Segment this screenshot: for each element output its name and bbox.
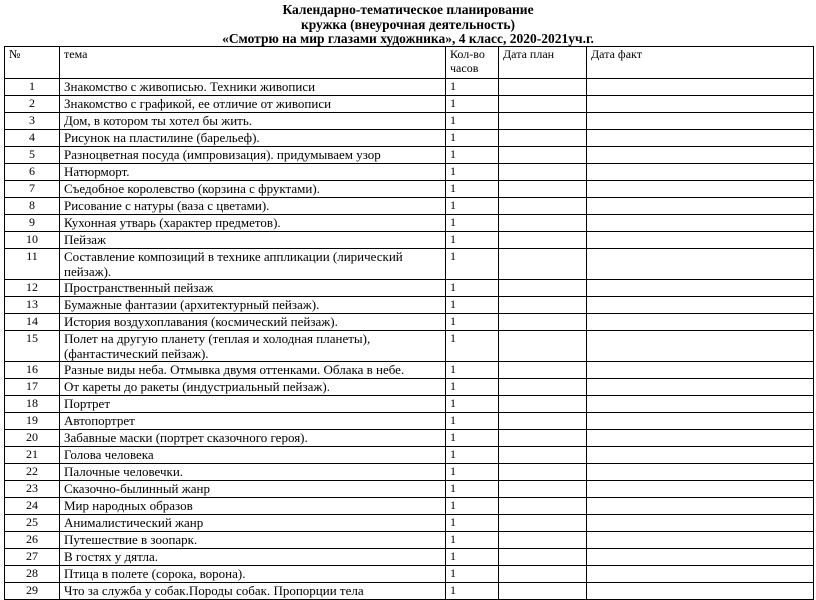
date-plan-cell	[499, 396, 587, 413]
date-fact-cell	[587, 96, 814, 113]
date-fact-cell	[587, 79, 814, 96]
date-plan-cell	[499, 181, 587, 198]
lesson-topic-cell: Путешествие в зоопарк.	[60, 532, 446, 549]
date-plan-cell	[499, 130, 587, 147]
lesson-hours-cell: 1	[446, 113, 499, 130]
lesson-number-cell: 13	[5, 297, 60, 314]
date-fact-cell	[587, 413, 814, 430]
lesson-number-cell: 21	[5, 447, 60, 464]
date-plan-cell	[499, 147, 587, 164]
table-row	[5, 430, 814, 447]
table-row	[5, 164, 814, 181]
lesson-hours-cell: 1	[446, 198, 499, 215]
lesson-topic-cell: Знакомство с живописью. Техники живописи	[60, 79, 446, 96]
table-row	[5, 549, 814, 566]
lesson-hours-cell: 1	[446, 413, 499, 430]
date-plan-cell	[499, 515, 587, 532]
lesson-number-cell: 28	[5, 566, 60, 583]
lesson-topic-cell: Пространственный пейзаж	[60, 280, 446, 297]
date-plan-cell	[499, 164, 587, 181]
date-fact-cell	[587, 331, 814, 362]
header-number: №	[5, 47, 60, 79]
table-body	[5, 79, 814, 600]
lesson-topic-cell: Полет на другую планету (теплая и холодная планеты), (фантастический пейзаж).	[60, 331, 446, 362]
date-fact-cell	[587, 583, 814, 600]
lesson-hours-cell: 1	[446, 249, 499, 280]
date-fact-cell	[587, 164, 814, 181]
lesson-number-cell: 24	[5, 498, 60, 515]
table-row	[5, 232, 814, 249]
date-fact-cell	[587, 297, 814, 314]
lesson-hours-cell: 1	[446, 96, 499, 113]
lesson-topic-cell: Дом, в котором ты хотел бы жить.	[60, 113, 446, 130]
date-plan-cell	[499, 215, 587, 232]
lesson-number-cell: 2	[5, 96, 60, 113]
date-plan-cell	[499, 362, 587, 379]
date-plan-cell	[499, 314, 587, 331]
lesson-topic-cell: Что за служба у собак.Породы собак. Пропорции тела	[60, 583, 446, 600]
lesson-number-cell: 18	[5, 396, 60, 413]
title-line-3: «Смотрю на мир глазами художника», 4 класс, 2020-2021уч.г.	[222, 31, 594, 46]
date-plan-cell	[499, 447, 587, 464]
date-fact-cell	[587, 515, 814, 532]
lesson-topic-cell: Портрет	[60, 396, 446, 413]
date-plan-cell	[499, 549, 587, 566]
lesson-topic-cell: Разноцветная посуда (импровизация). придумываем узор	[60, 147, 446, 164]
lesson-topic-cell: Анималистический жанр	[60, 515, 446, 532]
lesson-number-cell: 27	[5, 549, 60, 566]
table-header-row	[5, 47, 814, 79]
lesson-topic-cell: Составление композиций в технике аппликации (лирический пейзаж).	[60, 249, 446, 280]
table-row	[5, 280, 814, 297]
date-fact-cell	[587, 147, 814, 164]
lesson-hours-cell: 1	[446, 164, 499, 181]
lesson-number-cell: 11	[5, 249, 60, 280]
lesson-number-cell: 8	[5, 198, 60, 215]
lesson-topic-cell: Кухонная утварь (характер предметов).	[60, 215, 446, 232]
lesson-number-cell: 1	[5, 79, 60, 96]
lesson-topic-cell: От кареты до ракеты (индустриальный пейзаж).	[60, 379, 446, 396]
lesson-topic-cell: Палочные человечки.	[60, 464, 446, 481]
date-fact-cell	[587, 280, 814, 297]
lesson-number-cell: 16	[5, 362, 60, 379]
lesson-number-cell: 25	[5, 515, 60, 532]
date-fact-cell	[587, 396, 814, 413]
lesson-number-cell: 29	[5, 583, 60, 600]
lesson-hours-cell: 1	[446, 130, 499, 147]
lesson-hours-cell: 1	[446, 396, 499, 413]
lesson-number-cell: 9	[5, 215, 60, 232]
date-plan-cell	[499, 498, 587, 515]
lesson-hours-cell: 1	[446, 379, 499, 396]
lesson-hours-cell: 1	[446, 79, 499, 96]
date-plan-cell	[499, 297, 587, 314]
date-plan-cell	[499, 481, 587, 498]
table-row	[5, 198, 814, 215]
lesson-hours-cell: 1	[446, 481, 499, 498]
lesson-topic-cell: Знакомство с графикой, ее отличие от живописи	[60, 96, 446, 113]
lesson-hours-cell: 1	[446, 583, 499, 600]
date-fact-cell	[587, 198, 814, 215]
lesson-number-cell: 19	[5, 413, 60, 430]
lesson-topic-cell: Бумажные фантазии (архитектурный пейзаж).	[60, 297, 446, 314]
lesson-topic-cell: Рисунок на пластилине (барельеф).	[60, 130, 446, 147]
date-fact-cell	[587, 249, 814, 280]
date-fact-cell	[587, 464, 814, 481]
lesson-hours-cell: 1	[446, 430, 499, 447]
date-fact-cell	[587, 314, 814, 331]
table-row	[5, 113, 814, 130]
lesson-number-cell: 14	[5, 314, 60, 331]
planning-table	[4, 46, 814, 600]
table-row	[5, 147, 814, 164]
table-row	[5, 314, 814, 331]
lesson-hours-cell: 1	[446, 464, 499, 481]
lesson-number-cell: 22	[5, 464, 60, 481]
date-plan-cell	[499, 566, 587, 583]
date-fact-cell	[587, 379, 814, 396]
date-fact-cell	[587, 130, 814, 147]
lesson-topic-cell: Птица в полете (сорока, ворона).	[60, 566, 446, 583]
lesson-number-cell: 7	[5, 181, 60, 198]
lesson-hours-cell: 1	[446, 297, 499, 314]
lesson-hours-cell: 1	[446, 280, 499, 297]
table-row	[5, 396, 814, 413]
lesson-number-cell: 4	[5, 130, 60, 147]
table-row	[5, 96, 814, 113]
date-fact-cell	[587, 447, 814, 464]
header-date-fact: Дата факт	[587, 47, 814, 79]
lesson-hours-cell: 1	[446, 549, 499, 566]
lesson-topic-cell: Пейзаж	[60, 232, 446, 249]
lesson-topic-cell: Натюрморт.	[60, 164, 446, 181]
lesson-number-cell: 20	[5, 430, 60, 447]
date-plan-cell	[499, 583, 587, 600]
table-row	[5, 498, 814, 515]
table-row	[5, 181, 814, 198]
date-plan-cell	[499, 331, 587, 362]
date-fact-cell	[587, 232, 814, 249]
table-row	[5, 297, 814, 314]
date-plan-cell	[499, 430, 587, 447]
date-plan-cell	[499, 79, 587, 96]
lesson-hours-cell: 1	[446, 362, 499, 379]
header-hours: Кол-во часов	[446, 47, 499, 79]
date-plan-cell	[499, 413, 587, 430]
date-plan-cell	[499, 532, 587, 549]
table-row	[5, 379, 814, 396]
lesson-topic-cell: Съедобное королевство (корзина с фруктами).	[60, 181, 446, 198]
table-row	[5, 583, 814, 600]
title-line-2: кружка (внеурочная деятельность)	[300, 17, 516, 32]
lesson-number-cell: 17	[5, 379, 60, 396]
table-row	[5, 331, 814, 362]
lesson-hours-cell: 1	[446, 215, 499, 232]
table-row	[5, 515, 814, 532]
lesson-hours-cell: 1	[446, 147, 499, 164]
date-plan-cell	[499, 249, 587, 280]
date-fact-cell	[587, 113, 814, 130]
lesson-hours-cell: 1	[446, 181, 499, 198]
lesson-topic-cell: Мир народных образов	[60, 498, 446, 515]
date-fact-cell	[587, 430, 814, 447]
table-row	[5, 464, 814, 481]
lesson-number-cell: 6	[5, 164, 60, 181]
date-plan-cell	[499, 232, 587, 249]
lesson-topic-cell: История воздухоплавания (космический пейзаж).	[60, 314, 446, 331]
lesson-number-cell: 23	[5, 481, 60, 498]
date-fact-cell	[587, 481, 814, 498]
lesson-number-cell: 5	[5, 147, 60, 164]
table-row	[5, 566, 814, 583]
table-row	[5, 447, 814, 464]
lesson-hours-cell: 1	[446, 566, 499, 583]
lesson-topic-cell: Разные виды неба. Отмывка двумя оттенками. Облака в небе.	[60, 362, 446, 379]
lesson-topic-cell: Сказочно-былинный жанр	[60, 481, 446, 498]
table-row	[5, 79, 814, 96]
lesson-topic-cell: В гостях у дятла.	[60, 549, 446, 566]
lesson-hours-cell: 1	[446, 232, 499, 249]
table-row	[5, 249, 814, 280]
header-topic: тема	[60, 47, 446, 79]
lesson-number-cell: 12	[5, 280, 60, 297]
date-plan-cell	[499, 280, 587, 297]
lesson-hours-cell: 1	[446, 331, 499, 362]
date-fact-cell	[587, 498, 814, 515]
table-row	[5, 481, 814, 498]
table-row	[5, 362, 814, 379]
lesson-topic-cell: Голова человека	[60, 447, 446, 464]
table-row	[5, 130, 814, 147]
lesson-number-cell: 10	[5, 232, 60, 249]
table-row	[5, 532, 814, 549]
lesson-topic-cell: Автопортрет	[60, 413, 446, 430]
lesson-topic-cell: Забавные маски (портрет сказочного героя).	[60, 430, 446, 447]
date-fact-cell	[587, 181, 814, 198]
lesson-hours-cell: 1	[446, 498, 499, 515]
lesson-hours-cell: 1	[446, 314, 499, 331]
lesson-topic-cell: Рисование с натуры (ваза с цветами).	[60, 198, 446, 215]
lesson-number-cell: 3	[5, 113, 60, 130]
lesson-hours-cell: 1	[446, 532, 499, 549]
header-date-plan: Дата план	[499, 47, 587, 79]
date-plan-cell	[499, 464, 587, 481]
lesson-number-cell: 26	[5, 532, 60, 549]
date-fact-cell	[587, 532, 814, 549]
table-row	[5, 215, 814, 232]
date-plan-cell	[499, 113, 587, 130]
date-plan-cell	[499, 198, 587, 215]
title-line-1: Календарно-тематическое планирование	[282, 2, 534, 17]
date-fact-cell	[587, 215, 814, 232]
date-fact-cell	[587, 549, 814, 566]
date-plan-cell	[499, 96, 587, 113]
table-row	[5, 413, 814, 430]
date-plan-cell	[499, 379, 587, 396]
lesson-hours-cell: 1	[446, 447, 499, 464]
lesson-number-cell: 15	[5, 331, 60, 362]
date-fact-cell	[587, 566, 814, 583]
date-fact-cell	[587, 362, 814, 379]
lesson-hours-cell: 1	[446, 515, 499, 532]
